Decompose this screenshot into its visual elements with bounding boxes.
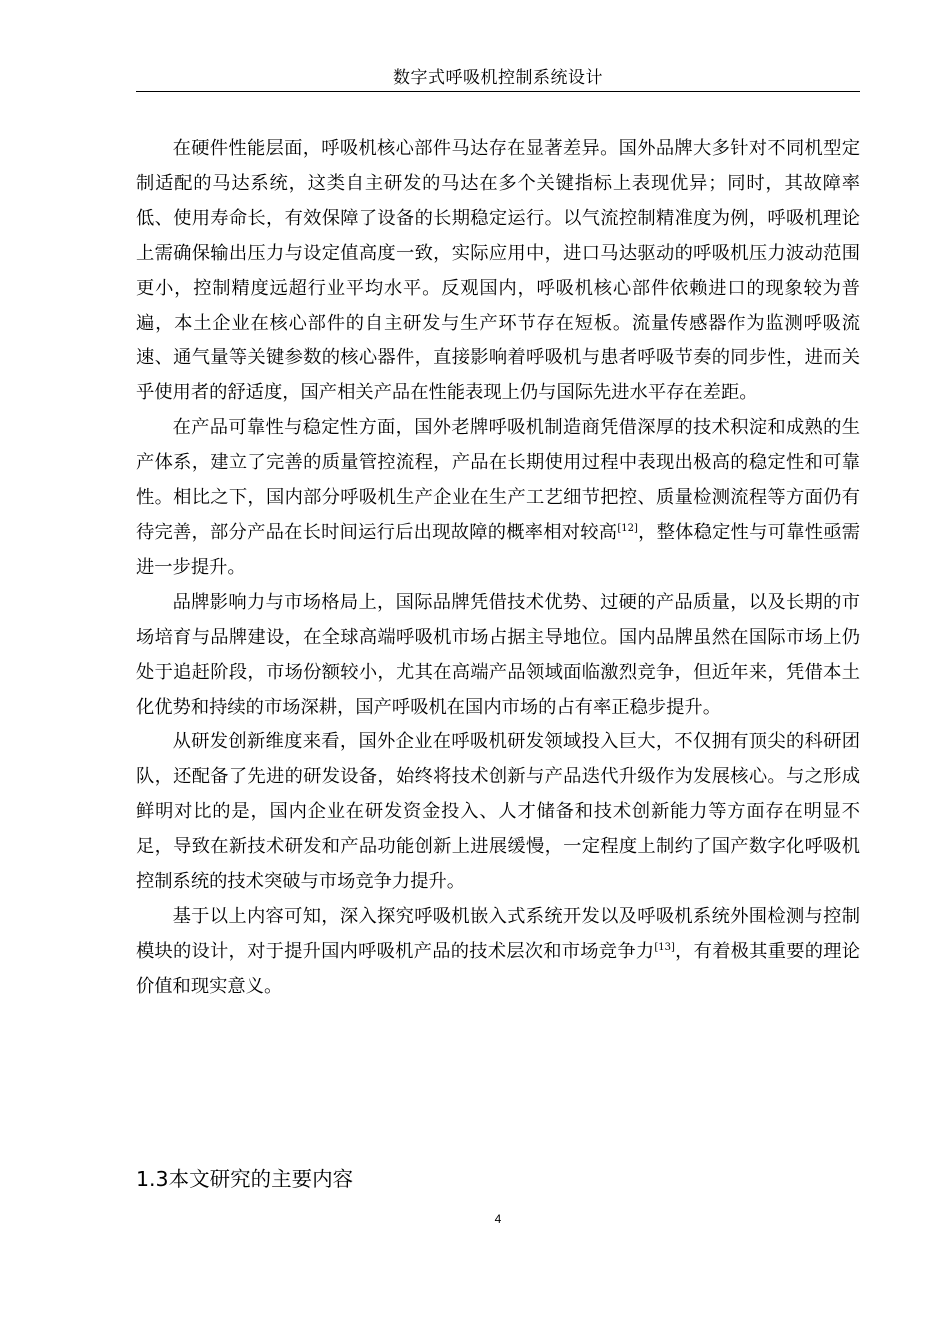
citation-13: [13]: [654, 941, 675, 953]
paragraph-text: 在产品可靠性与稳定性方面，国外老牌呼吸机制造商凭借深厚的技术积淀和成熟的生产体系，建立了完善的质量管控流程，产品在长期使用过程中表现出极高的稳定性和可靠性。相比之下，国内部分呼吸机生产企业在生产工艺细节把控、质量检测流程等方面仍有待完善，部分产品在长时间运行后出现故障的概率相对较高: [136, 417, 860, 543]
paragraph-text: ，有着极其重要的理论价值和现实意义。: [136, 940, 861, 997]
paragraph-rnd-innovation: 从研发创新维度来看，国外企业在呼吸机研发领域投入巨大，不仅拥有顶尖的科研团队，还配备了先进的研发设备，始终将技术创新与产品迭代升级作为发展核心。与之形成鲜明对比的是，国内企业在研发资金投入、人才储备和技术创新能力等方面存在明显不足，导致在新技术研发和产品功能创新上进展缓慢，一定程度上制约了国产数字化呼吸机控制系统的技术突破与市场竞争力提升。: [136, 731, 860, 893]
citation-12: [12]: [617, 522, 638, 534]
paragraph-conclusion: [136, 900, 860, 1005]
paragraph-text: 基于以上内容可知，深入探究呼吸机嵌入式系统开发以及呼吸机系统外围检测与控制模块的设计，对于提升国内呼吸机产品的技术层次和市场竞争力: [136, 905, 860, 962]
paragraph-brand-market: 品牌影响力与市场格局上，国际品牌凭借技术优势、过硬的产品质量，以及长期的市场培育与品牌建设，在全球高端呼吸机市场占据主导地位。国内品牌虽然在国际市场上仍处于追赶阶段，市场份额较小，尤其在高端产品领域面临激烈竞争，但近年来，凭借本土化优势和持续的市场深耕，国产呼吸机在国内市场的占有率正稳步提升。: [136, 591, 860, 718]
paragraph-reliability: [136, 411, 860, 586]
paragraph-text: ，整体稳定性与可靠性亟需进一步提升。: [136, 521, 861, 578]
body-text: [136, 132, 860, 1005]
section-heading: 1.3本文研究的主要内容: [136, 1167, 354, 1191]
page-number: 4: [494, 1212, 502, 1226]
paragraph-motor-performance: 在硬件性能层面，呼吸机核心部件马达存在显著差异。国外品牌大多针对不同机型定制适配的马达系统，这类自主研发的马达在多个关键指标上表现优异；同时，其故障率低、使用寿命长，有效保障了设备的长期稳定运行。以气流控制精准度为例，呼吸机理论上需确保输出压力与设定值高度一致，实际应用中，进口马达驱动的呼吸机压力波动范围更小，控制精度远超行业平均水平。反观国内，呼吸机核心部件依赖进口的现象较为普遍，本土企业在核心部件的自主研发与生产环节存在短板。流量传感器作为监测呼吸流速、通气量等关键参数的核心器件，直接影响着呼吸机与患者呼吸节奏的同步性，进而关乎使用者的舒适度，国产相关产品在性能表现上仍与国际先进水平存在差距。: [136, 138, 860, 404]
header-rule: [136, 91, 860, 92]
running-header: 数字式呼吸机控制系统设计: [393, 68, 603, 88]
